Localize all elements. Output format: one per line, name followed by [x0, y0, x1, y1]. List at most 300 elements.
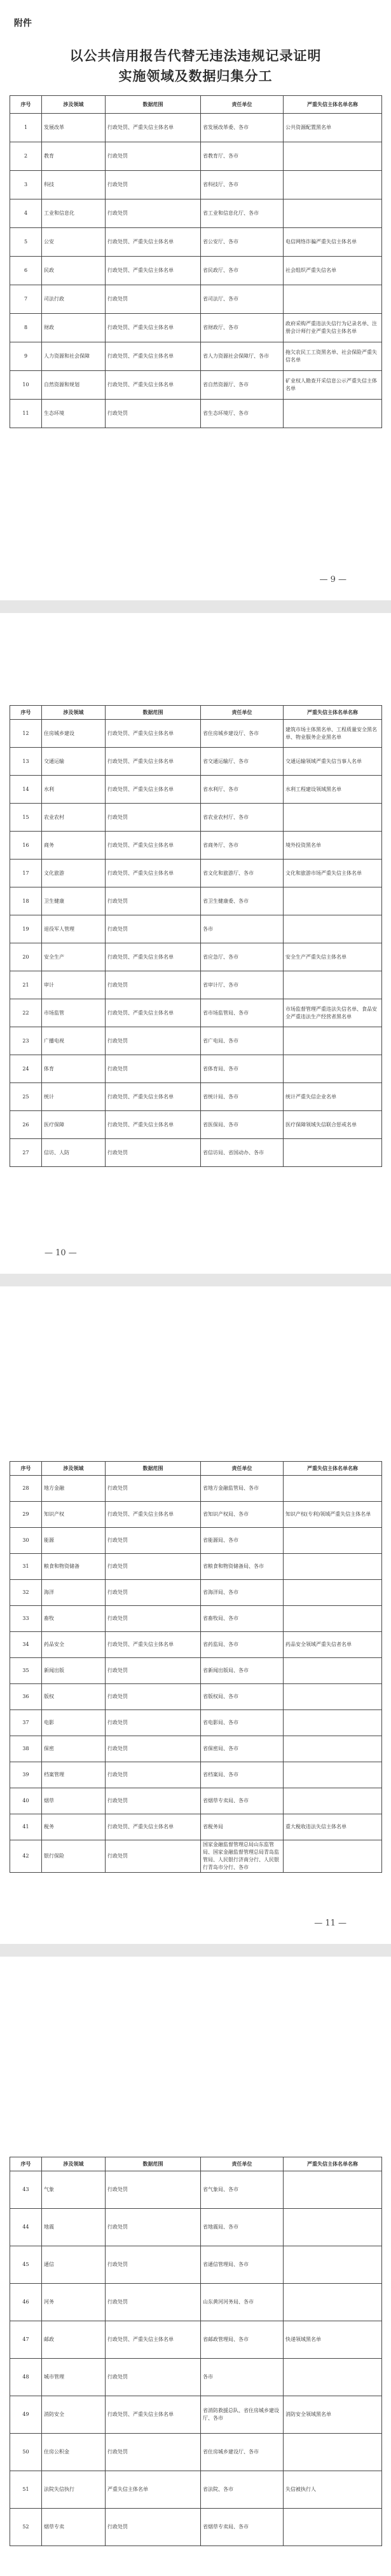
table-row: [10, 1606, 382, 1632]
cell-unit: 各市: [201, 915, 284, 943]
cell-list: [284, 1027, 382, 1055]
table-row: [10, 832, 382, 860]
cell-no: 2: [10, 142, 42, 171]
cell-list: [284, 971, 382, 999]
cell-no: 20: [10, 943, 42, 971]
header-list: 严重失信主体名单名称: [284, 2157, 382, 2171]
cell-list: [284, 2209, 382, 2246]
cell-field: 信访、人防: [42, 1139, 106, 1167]
cell-unit: 各市: [201, 2359, 284, 2396]
table-row: [10, 1710, 382, 1736]
cell-list: [284, 1139, 382, 1167]
table-row: [10, 142, 382, 171]
cell-no: 30: [10, 1528, 42, 1554]
cell-unit: 省广电局、各市: [201, 1027, 284, 1055]
cell-list: [284, 1554, 382, 1580]
table-row: [10, 114, 382, 142]
table-row: [10, 1632, 382, 1658]
cell-list: [284, 142, 382, 171]
table-row: [10, 2471, 382, 2509]
table-row: [10, 199, 382, 228]
cell-no: 28: [10, 1476, 42, 1502]
cell-no: 9: [10, 342, 42, 371]
table-row: [10, 1502, 382, 1528]
cell-no: 43: [10, 2171, 42, 2209]
cell-field: 烟草: [42, 1788, 106, 1814]
cell-no: 47: [10, 2321, 42, 2359]
cell-unit: 省审计厅、各市: [201, 971, 284, 999]
table-row: [10, 400, 382, 428]
cell-scope: 行政处罚、严重失信主体名单: [106, 371, 201, 400]
cell-unit: 省烟草专卖局、各市: [201, 1788, 284, 1814]
cell-no: 3: [10, 171, 42, 199]
cell-unit: 省粮食和物资储备局、各市: [201, 1554, 284, 1580]
cell-scope: 行政处罚、严重失信主体名单: [106, 943, 201, 971]
cell-scope: 行政处罚、严重失信主体名单: [106, 114, 201, 142]
cell-list: 电信网络诈骗严重失信主体名单: [284, 228, 382, 257]
cell-field: 教育: [42, 142, 106, 171]
cell-scope: 行政处罚、严重失信主体名单: [106, 860, 201, 887]
cell-field: 海洋: [42, 1580, 106, 1606]
cell-unit: 山东黄河河务局、各市: [201, 2284, 284, 2321]
cell-list: 矿业权人勘查开采信息公示严重失信主体名单: [284, 371, 382, 400]
cell-field: 城市管理: [42, 2359, 106, 2396]
table-row: [10, 2434, 382, 2471]
cell-scope: 行政处罚: [106, 915, 201, 943]
header-field: 涉及领域: [42, 1462, 106, 1476]
cell-list: 重大税收违法失信主体名单: [284, 1814, 382, 1840]
cell-no: 37: [10, 1710, 42, 1736]
cell-no: 16: [10, 832, 42, 860]
table-row: [10, 1736, 382, 1762]
cell-list: [284, 2509, 382, 2546]
cell-no: 7: [10, 285, 42, 314]
cell-unit: 省烟草专卖局、各市: [201, 2509, 284, 2546]
cell-no: 27: [10, 1139, 42, 1167]
cell-list: [284, 2284, 382, 2321]
cell-unit: 省统计局、各市: [201, 1083, 284, 1111]
cell-no: 31: [10, 1554, 42, 1580]
header-field: 涉及领域: [42, 96, 106, 114]
header-no: 序号: [10, 96, 42, 114]
cell-list: 境外投资黑名单: [284, 832, 382, 860]
cell-list: [284, 400, 382, 428]
table-page-1: [10, 95, 382, 428]
table-row: [10, 720, 382, 748]
header-field: 涉及领域: [42, 2157, 106, 2171]
table-row: [10, 1840, 382, 1873]
cell-unit: 省海洋局、各市: [201, 1580, 284, 1606]
cell-list: [284, 2434, 382, 2471]
table-row: [10, 943, 382, 971]
cell-unit: 省畜牧局、各市: [201, 1606, 284, 1632]
cell-no: 12: [10, 720, 42, 748]
cell-unit: 省气象局、各市: [201, 2171, 284, 2209]
table-row: [10, 228, 382, 257]
cell-unit: 省市场监管局、各市: [201, 999, 284, 1027]
cell-unit: 省司法厅、各市: [201, 285, 284, 314]
cell-no: 23: [10, 1027, 42, 1055]
cell-field: 能源: [42, 1528, 106, 1554]
cell-field: 水利: [42, 776, 106, 804]
cell-scope: 行政处罚: [106, 400, 201, 428]
cell-scope: 行政处罚: [106, 1139, 201, 1167]
cell-scope: 行政处罚、严重失信主体名单: [106, 228, 201, 257]
page-1: [0, 0, 391, 600]
cell-no: 6: [10, 257, 42, 285]
cell-field: 财政: [42, 314, 106, 342]
table-row: [10, 1528, 382, 1554]
cell-list: 文化和旅游市场严重失信主体名单: [284, 860, 382, 887]
cell-no: 8: [10, 314, 42, 342]
header-list: 严重失信主体名单名称: [284, 706, 382, 720]
cell-scope: 行政处罚、严重失信主体名单: [106, 1632, 201, 1658]
cell-list: [284, 1580, 382, 1606]
cell-field: 交通运输: [42, 748, 106, 776]
table-row: [10, 1111, 382, 1139]
cell-field: 通信: [42, 2246, 106, 2284]
header-field: 涉及领域: [42, 706, 106, 720]
cell-scope: 行政处罚: [106, 2209, 201, 2246]
cell-scope: 行政处罚: [106, 2284, 201, 2321]
cell-no: 40: [10, 1788, 42, 1814]
cell-unit: 省商务厅、各市: [201, 832, 284, 860]
cell-scope: 行政处罚: [106, 199, 201, 228]
cell-list: [284, 1762, 382, 1788]
cell-scope: 行政处罚: [106, 1055, 201, 1083]
cell-no: 41: [10, 1814, 42, 1840]
cell-list: 社会组织严重失信名单: [284, 257, 382, 285]
cell-scope: 行政处罚: [106, 1788, 201, 1814]
cell-field: 退役军人管理: [42, 915, 106, 943]
cell-field: 体育: [42, 1055, 106, 1083]
table-row: [10, 2209, 382, 2246]
cell-list: [284, 1606, 382, 1632]
header-scope: 数据范围: [106, 706, 201, 720]
table-row: [10, 1684, 382, 1710]
header-scope: 数据范围: [106, 1462, 201, 1476]
cell-no: 46: [10, 2284, 42, 2321]
page-2: [0, 613, 391, 1274]
cell-list: [284, 2246, 382, 2284]
cell-field: 公安: [42, 228, 106, 257]
cell-field: 银行保险: [42, 1840, 106, 1873]
cell-list: [284, 1840, 382, 1873]
cell-scope: 行政处罚: [106, 804, 201, 832]
cell-field: 科技: [42, 171, 106, 199]
table-row: [10, 971, 382, 999]
cell-unit: 省版权局、各市: [201, 1684, 284, 1710]
cell-scope: 行政处罚: [106, 171, 201, 199]
table-row: [10, 860, 382, 887]
document-title-line-1: 以公共信用报告代替无违法违规记录证明: [69, 48, 322, 64]
table-row: [10, 314, 382, 342]
cell-unit: 省通信管理局、各市: [201, 2246, 284, 2284]
cell-list: 药品安全领域严重失信者名单: [284, 1632, 382, 1658]
cell-unit: 省体育局、各市: [201, 1055, 284, 1083]
cell-field: 商务: [42, 832, 106, 860]
cell-unit: 省保密局、各市: [201, 1736, 284, 1762]
cell-no: 25: [10, 1083, 42, 1111]
cell-unit: 省文化和旅游厅、各市: [201, 860, 284, 887]
cell-unit: 省地方金融监管局、各市: [201, 1476, 284, 1502]
table-row: [10, 999, 382, 1027]
cell-no: 22: [10, 999, 42, 1027]
cell-unit: 省住房城乡建设厅、各市: [201, 2434, 284, 2471]
cell-scope: 行政处罚、严重失信主体名单: [106, 257, 201, 285]
cell-no: 38: [10, 1736, 42, 1762]
cell-unit: 省信访局、省国动办、各市: [201, 1139, 284, 1167]
table-row: [10, 2321, 382, 2359]
cell-field: 粮食和物资储备: [42, 1554, 106, 1580]
table-row: [10, 1055, 382, 1083]
cell-list: [284, 171, 382, 199]
table-row: [10, 171, 382, 199]
cell-list: [284, 1710, 382, 1736]
cell-field: 烟草专卖: [42, 2509, 106, 2546]
table-row: [10, 285, 382, 314]
cell-no: 49: [10, 2396, 42, 2434]
cell-field: 地方金融: [42, 1476, 106, 1502]
cell-scope: 行政处罚、严重失信主体名单: [106, 999, 201, 1027]
cell-field: 邮政: [42, 2321, 106, 2359]
cell-list: [284, 887, 382, 915]
cell-unit: 省档案局、各市: [201, 1762, 284, 1788]
table-page-3: [10, 1461, 382, 1873]
cell-list: [284, 915, 382, 943]
cell-list: [284, 1684, 382, 1710]
cell-list: 交通运输领域严重失信当事人名单: [284, 748, 382, 776]
cell-list: 失信被执行人: [284, 2471, 382, 2509]
cell-no: 36: [10, 1684, 42, 1710]
cell-list: 建筑市场主体黑名单、工程质量安全黑名单、物业服务企业黑名单: [284, 720, 382, 748]
table-row: [10, 1476, 382, 1502]
cell-field: 安全生产: [42, 943, 106, 971]
cell-no: 35: [10, 1658, 42, 1684]
cell-scope: 行政处罚、严重失信主体名单: [106, 720, 201, 748]
table-row: [10, 887, 382, 915]
cell-scope: 行政处罚: [106, 2509, 201, 2546]
header-unit: 责任单位: [201, 1462, 284, 1476]
cell-field: 市场监管: [42, 999, 106, 1027]
cell-field: 地震: [42, 2209, 106, 2246]
cell-scope: 行政处罚、严重失信主体名单: [106, 1502, 201, 1528]
header-no: 序号: [10, 2157, 42, 2171]
cell-field: 畜牧: [42, 1606, 106, 1632]
cell-list: [284, 1788, 382, 1814]
cell-no: 29: [10, 1502, 42, 1528]
cell-field: 住房城乡建设: [42, 720, 106, 748]
cell-scope: 行政处罚: [106, 2359, 201, 2396]
cell-unit: 省财政厅、各市: [201, 314, 284, 342]
cell-unit: 省邮政管理局、各市: [201, 2321, 284, 2359]
cell-list: 拖欠农民工工资黑名单、社会保险严重失信名单: [284, 342, 382, 371]
cell-scope: 行政处罚、严重失信主体名单: [106, 2321, 201, 2359]
cell-no: 39: [10, 1762, 42, 1788]
cell-unit: 省税务局: [201, 1814, 284, 1840]
cell-field: 司法行政: [42, 285, 106, 314]
table-row: [10, 2359, 382, 2396]
cell-no: 4: [10, 199, 42, 228]
cell-no: 1: [10, 114, 42, 142]
cell-scope: 行政处罚、严重失信主体名单: [106, 342, 201, 371]
cell-field: 工业和信息化: [42, 199, 106, 228]
cell-field: 人力资源和社会保障: [42, 342, 106, 371]
cell-list: 快递领域黑名单: [284, 2321, 382, 2359]
cell-unit: 省能源局、各市: [201, 1528, 284, 1554]
header-unit: 责任单位: [201, 96, 284, 114]
cell-scope: 行政处罚: [106, 285, 201, 314]
cell-unit: 省法院、各市: [201, 2471, 284, 2509]
cell-list: 消防安全领域黑名单: [284, 2396, 382, 2434]
cell-scope: 行政处罚、严重失信主体名单: [106, 1083, 201, 1111]
cell-no: 42: [10, 1840, 42, 1873]
cell-no: 34: [10, 1632, 42, 1658]
header-no: 序号: [10, 1462, 42, 1476]
cell-no: 14: [10, 776, 42, 804]
cell-scope: 行政处罚: [106, 1606, 201, 1632]
cell-field: 法院失信执行: [42, 2471, 106, 2509]
table-row: [10, 776, 382, 804]
page-4: [0, 1957, 391, 2576]
cell-unit: 省发展改革委、各市: [201, 114, 284, 142]
cell-unit: 省公安厅、各市: [201, 228, 284, 257]
cell-unit: 省地震局、各市: [201, 2209, 284, 2246]
table-row: [10, 342, 382, 371]
table-row: [10, 748, 382, 776]
cell-no: 48: [10, 2359, 42, 2396]
cell-list: 公共资源配置黑名单: [284, 114, 382, 142]
cell-no: 33: [10, 1606, 42, 1632]
header-scope: 数据范围: [106, 2157, 201, 2171]
cell-field: 农业农村: [42, 804, 106, 832]
cell-scope: 行政处罚: [106, 1554, 201, 1580]
cell-no: 11: [10, 400, 42, 428]
cell-unit: 省人力资源社会保障厅、各市: [201, 342, 284, 371]
header-unit: 责任单位: [201, 706, 284, 720]
document-title-line-2: 实施领域及数据归集分工: [118, 68, 273, 84]
header-list: 严重失信主体名单名称: [284, 1462, 382, 1476]
cell-list: 统计严重失信企业名单: [284, 1083, 382, 1111]
header-unit: 责任单位: [201, 2157, 284, 2171]
table-row: [10, 1083, 382, 1111]
header-scope: 数据范围: [106, 96, 201, 114]
cell-scope: 行政处罚: [106, 887, 201, 915]
table-row: [10, 1788, 382, 1814]
cell-unit: 省知识产权局、各市: [201, 1502, 284, 1528]
cell-scope: 行政处罚: [106, 2246, 201, 2284]
cell-field: 新闻出版: [42, 1658, 106, 1684]
cell-list: 市场监督管理严重违法失信名单、食品安全严重违法生产经营者黑名单: [284, 999, 382, 1027]
page-number: — 11 —: [314, 1919, 346, 1928]
cell-unit: 省消防救援总队、省住房城乡建设厅、各市: [201, 2396, 284, 2434]
cell-field: 药品安全: [42, 1632, 106, 1658]
cell-scope: 行政处罚: [106, 1762, 201, 1788]
cell-no: 52: [10, 2509, 42, 2546]
table-row: [10, 2171, 382, 2209]
cell-unit: 省农业农村厅、各市: [201, 804, 284, 832]
cell-list: [284, 1736, 382, 1762]
cell-unit: 国家金融监督管理总局山东监管局、国家金融监督管理总局青岛监管局、人民银行济南分行、人民银行青岛市分行、各市: [201, 1840, 284, 1873]
cell-list: [284, 2359, 382, 2396]
cell-unit: 省卫生健康委、各市: [201, 887, 284, 915]
table-page-4: [10, 2157, 382, 2546]
table-row: [10, 1580, 382, 1606]
cell-no: 13: [10, 748, 42, 776]
cell-scope: 行政处罚、严重失信主体名单: [106, 748, 201, 776]
cell-field: 自然资源和规划: [42, 371, 106, 400]
cell-list: 知识产权(专利)领域严重失信主体名单: [284, 1502, 382, 1528]
annex-label: 附件: [14, 18, 32, 29]
header-list: 严重失信主体名单名称: [284, 96, 382, 114]
cell-field: 保密: [42, 1736, 106, 1762]
cell-scope: 行政处罚: [106, 971, 201, 999]
table-row: [10, 1027, 382, 1055]
cell-scope: 行政处罚: [106, 1710, 201, 1736]
cell-no: 17: [10, 860, 42, 887]
page-number: — 9 —: [319, 575, 346, 584]
table-row: [10, 1139, 382, 1167]
cell-unit: 省工业和信息化厅、各市: [201, 199, 284, 228]
header-no: 序号: [10, 706, 42, 720]
cell-unit: 省自然资源厅、各市: [201, 371, 284, 400]
cell-field: 文化旅游: [42, 860, 106, 887]
cell-scope: 行政处罚: [106, 1736, 201, 1762]
cell-unit: 省新闻出版局、各市: [201, 1658, 284, 1684]
table-row: [10, 804, 382, 832]
cell-field: 住房公积金: [42, 2434, 106, 2471]
cell-list: [284, 1476, 382, 1502]
cell-field: 电影: [42, 1710, 106, 1736]
cell-unit: 省民政厅、各市: [201, 257, 284, 285]
cell-scope: 行政处罚: [106, 1580, 201, 1606]
cell-field: 气象: [42, 2171, 106, 2209]
cell-scope: 行政处罚: [106, 2171, 201, 2209]
cell-field: 统计: [42, 1083, 106, 1111]
cell-no: 32: [10, 1580, 42, 1606]
cell-no: 15: [10, 804, 42, 832]
table-row: [10, 1554, 382, 1580]
cell-scope: 行政处罚: [106, 1027, 201, 1055]
cell-list: 安全生产严重失信主体名单: [284, 943, 382, 971]
cell-scope: 行政处罚、严重失信主体名单: [106, 832, 201, 860]
cell-list: [284, 1528, 382, 1554]
cell-scope: 行政处罚: [106, 1840, 201, 1873]
cell-no: 5: [10, 228, 42, 257]
cell-scope: 行政处罚、严重失信主体名单: [106, 2396, 201, 2434]
cell-list: [284, 804, 382, 832]
table-row: [10, 1762, 382, 1788]
cell-list: [284, 2171, 382, 2209]
cell-no: 50: [10, 2434, 42, 2471]
cell-no: 51: [10, 2471, 42, 2509]
cell-scope: 行政处罚: [106, 142, 201, 171]
cell-list: 政府采购严重违法失信行为记录名单、注册会计师行业严重失信主体名单: [284, 314, 382, 342]
cell-no: 44: [10, 2209, 42, 2246]
cell-scope: 行政处罚: [106, 1528, 201, 1554]
table-row: [10, 2509, 382, 2546]
cell-list: [284, 285, 382, 314]
cell-no: 21: [10, 971, 42, 999]
table-row: [10, 915, 382, 943]
cell-scope: 行政处罚、严重失信主体名单: [106, 1111, 201, 1139]
cell-field: 广播电视: [42, 1027, 106, 1055]
cell-field: 税务: [42, 1814, 106, 1840]
cell-field: 生态环境: [42, 400, 106, 428]
cell-field: 消防安全: [42, 2396, 106, 2434]
cell-list: 医疗保障领域失信联合惩戒名单: [284, 1111, 382, 1139]
cell-scope: 行政处罚: [106, 1476, 201, 1502]
